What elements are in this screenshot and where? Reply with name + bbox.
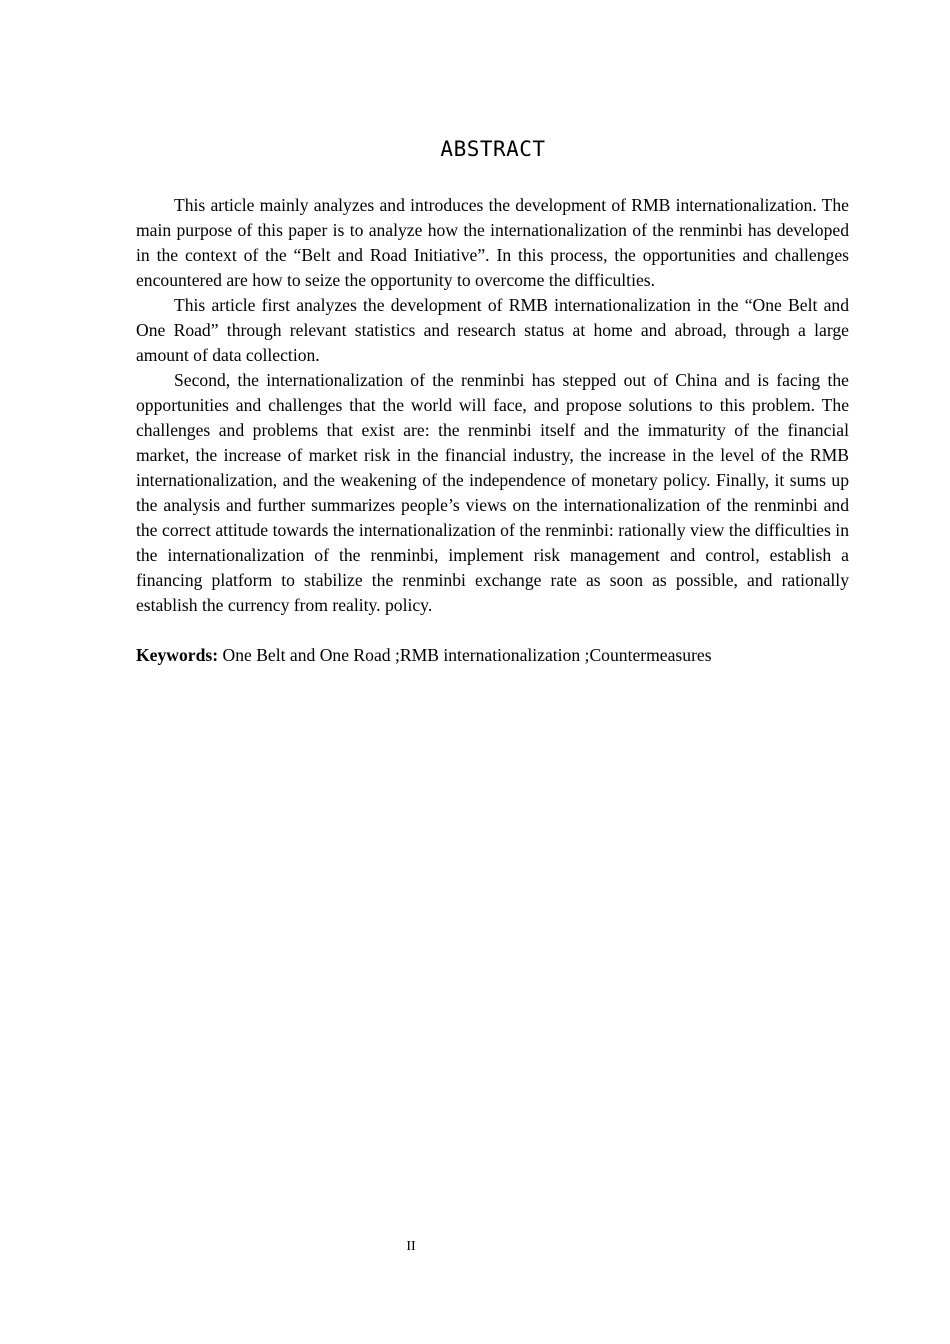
keywords-line xyxy=(136,643,849,668)
abstract-body xyxy=(136,193,849,668)
abstract-paragraph-3: Second, the internationalization of the renminbi has stepped out of China and is facing the opportunities and challenges that the world will face, and propose solutions to this problem. The challenges and problems that exist are: the renminbi itself and the immaturity of the financial market, the increase of market risk in the financial industry, the increase in the level of the RMB internationalization, and the weakening of the independence of monetary policy. Finally, it sums up the analysis and further summarizes people’s views on the internationalization of the renminbi and the correct attitude towards the internationalization of the renminbi: rationally view the difficulties in the internationalization of the renminbi, implement risk management and control, establish a financing platform to stabilize the renminbi exchange rate as soon as possible, and rationally establish the currency from reality. policy. xyxy=(136,370,849,615)
abstract-heading: ABSTRACT xyxy=(440,137,546,161)
keywords-text: One Belt and One Road ;RMB internationalization ;Countermeasures xyxy=(218,645,712,665)
abstract-paragraph-1: This article mainly analyzes and introduces the development of RMB internationalization. The main purpose of this paper is to analyze how the internationalization of the renminbi has developed in the context of the “Belt and Road Initiative”. In this process, the opportunities and challenges encountered are how to seize the opportunity to overcome the difficulties. xyxy=(136,195,849,290)
abstract-paragraph-2: This article first analyzes the development of RMB internationalization in the “One Belt and One Road” through relevant statistics and research status at home and abroad, through a large amount of data collection. xyxy=(136,295,849,365)
page-number: II xyxy=(406,1239,416,1254)
keywords-label: Keywords: xyxy=(136,645,219,665)
